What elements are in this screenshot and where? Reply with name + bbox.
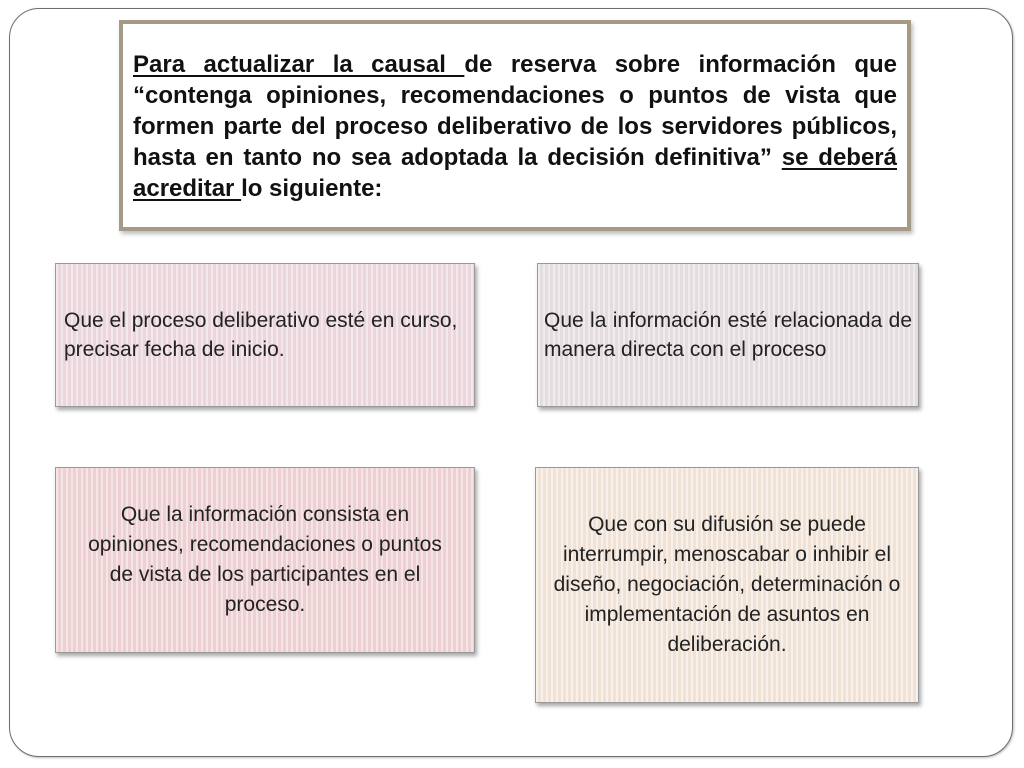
requirement-card-2 (537, 263, 919, 407)
requirement-card-3 (55, 467, 475, 653)
title-text (133, 49, 897, 204)
requirement-card-2-text: Que la información esté relacionada de manera directa con el proceso (544, 309, 912, 361)
requirement-card-4-text: Que con su difusión se puede interrumpir, menoscabar o inhibir el diseño, negociación, determinación o implementación de asuntos en deliberación. (553, 513, 901, 656)
title-underlined-phrase-2: se deberá acreditar (133, 144, 897, 202)
title-body-text: de reserva sobre información que “contenga opiniones, recomendaciones o puntos de vista que formen parte del proceso deliberativo de los servidores públicos, hasta en tanto no sea adoptada la decisión definitiva” (133, 51, 898, 171)
title-box (119, 20, 911, 231)
requirement-card-1-text: Que el proceso deliberativo esté en curso, precisar fecha de inicio. (64, 309, 458, 361)
title-closing-text: lo siguiente: (241, 175, 383, 202)
requirement-card-4 (535, 467, 919, 703)
requirement-card-3-text: Que la información consista en opiniones, recomendaciones o puntos de vista de los participantes en el proceso. (88, 503, 442, 616)
title-underlined-phrase-1: Para actualizar la causal (133, 51, 465, 78)
requirement-card-1 (55, 263, 475, 407)
